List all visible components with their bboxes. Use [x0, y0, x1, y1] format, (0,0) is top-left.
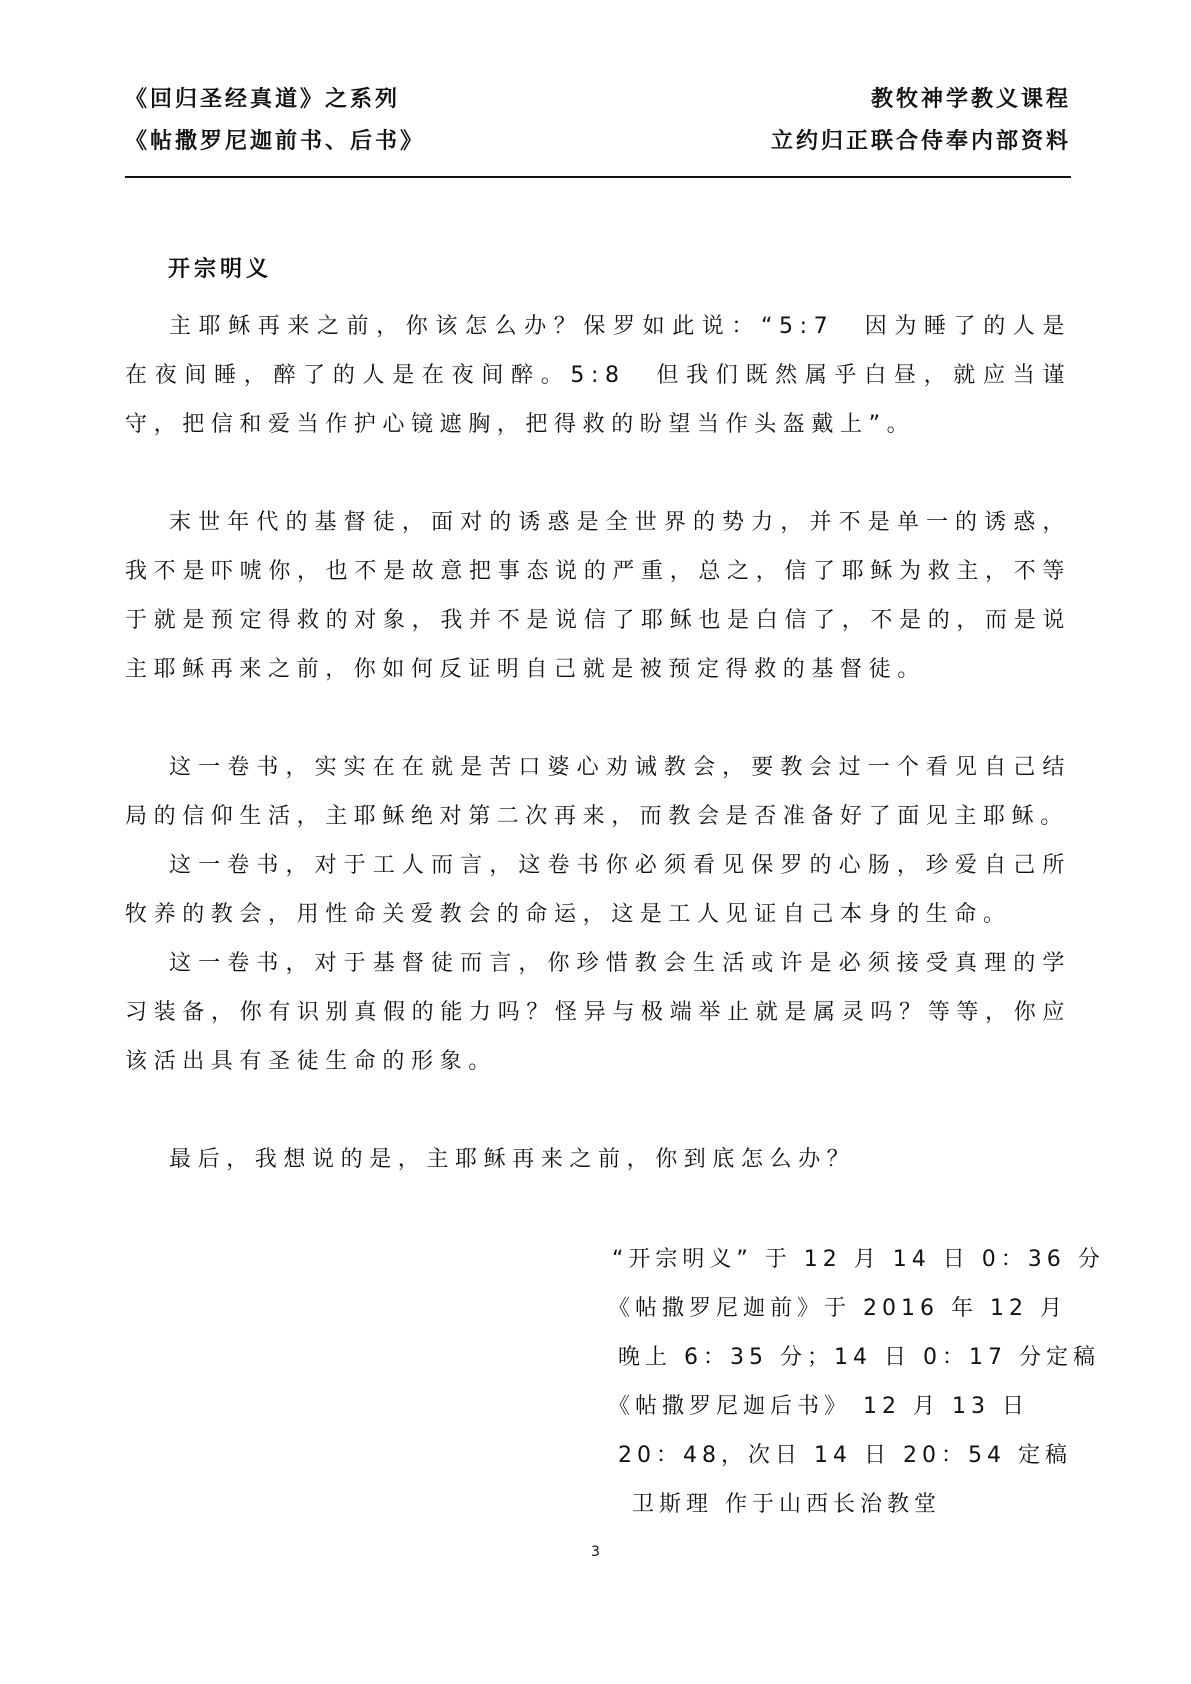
header-series-title: 《回归圣经真道》之系列 — [125, 87, 401, 112]
paragraph: 这一卷书，实实在在就是苦口婆心劝诫教会，要教会过一个看见自己结局的信仰生活，主耶稣绝对第二次再来，而教会是否准备好了面见主耶稣。 — [125, 755, 1071, 829]
closing-signature — [608, 1235, 1105, 1529]
header-course-name: 教牧神学教义课程 — [870, 87, 1071, 112]
paragraph: 末世年代的基督徒，面对的诱惑是全世界的势力，并不是单一的诱惑，我不是吓唬你，也不是故意把事态说的严重，总之，信了耶稣为救主，不等于就是预定得救的对象，我并不是说信了耶稣也是白信了，不是的，而是说主耶稣再来之前，你如何反证明自己就是被预定得救的基督徒。 — [125, 510, 1071, 682]
paragraph-gap — [125, 694, 1071, 743]
closing-line: 晚上 6：35 分；14 日 0：17 分定稿 — [618, 1345, 1100, 1370]
closing-line: 《帖撒罗尼迦后书》 12 月 13 日 — [608, 1394, 1029, 1419]
closing-line: 卫斯理 作于山西长治教堂 — [632, 1492, 941, 1517]
header-book-title: 《帖撒罗尼迦前书、后书》 — [125, 129, 426, 154]
paragraph-gap — [125, 449, 1071, 498]
body-text — [125, 302, 1071, 1184]
page-header — [125, 80, 1071, 178]
paragraph: 主耶稣再来之前，你该怎么办？保罗如此说：“5:7 因为睡了的人是在夜间睡，醉了的人是在夜间醉。5:8 但我们既然属乎白昼，就应当谨守，把信和爱当作护心镜遮胸，把得救的盼望当作头盔戴上”。 — [125, 314, 1071, 437]
paragraph: 这一卷书，对于基督徒而言，你珍惜教会生活或许是必须接受真理的学习装备，你有识别真假的能力吗？怪异与极端举止就是属灵吗？等等，你应该活出具有圣徒生命的形象。 — [125, 951, 1071, 1074]
closing-line: 20：48，次日 14 日 20：54 定稿 — [618, 1443, 1072, 1468]
paragraph: 最后，我想说的是，主耶稣再来之前，你到底怎么办？ — [169, 1147, 856, 1172]
page-number: 3 — [591, 1544, 600, 1560]
closing-line: “开宗明义” 于 12 月 14 日 0：36 分 — [612, 1247, 1105, 1272]
section-title: 开宗明义 — [168, 257, 273, 282]
header-organization: 立约归正联合侍奉内部资料 — [770, 129, 1071, 154]
paragraph: 这一卷书，对于工人而言，这卷书你必须看见保罗的心肠，珍爱自己所牧养的教会，用性命关爱教会的命运，这是工人见证自己本身的生命。 — [125, 853, 1071, 927]
paragraph-gap — [125, 1086, 1071, 1135]
closing-line: 《帖撒罗尼迦前》于 2016 年 12 月 — [608, 1296, 1067, 1321]
